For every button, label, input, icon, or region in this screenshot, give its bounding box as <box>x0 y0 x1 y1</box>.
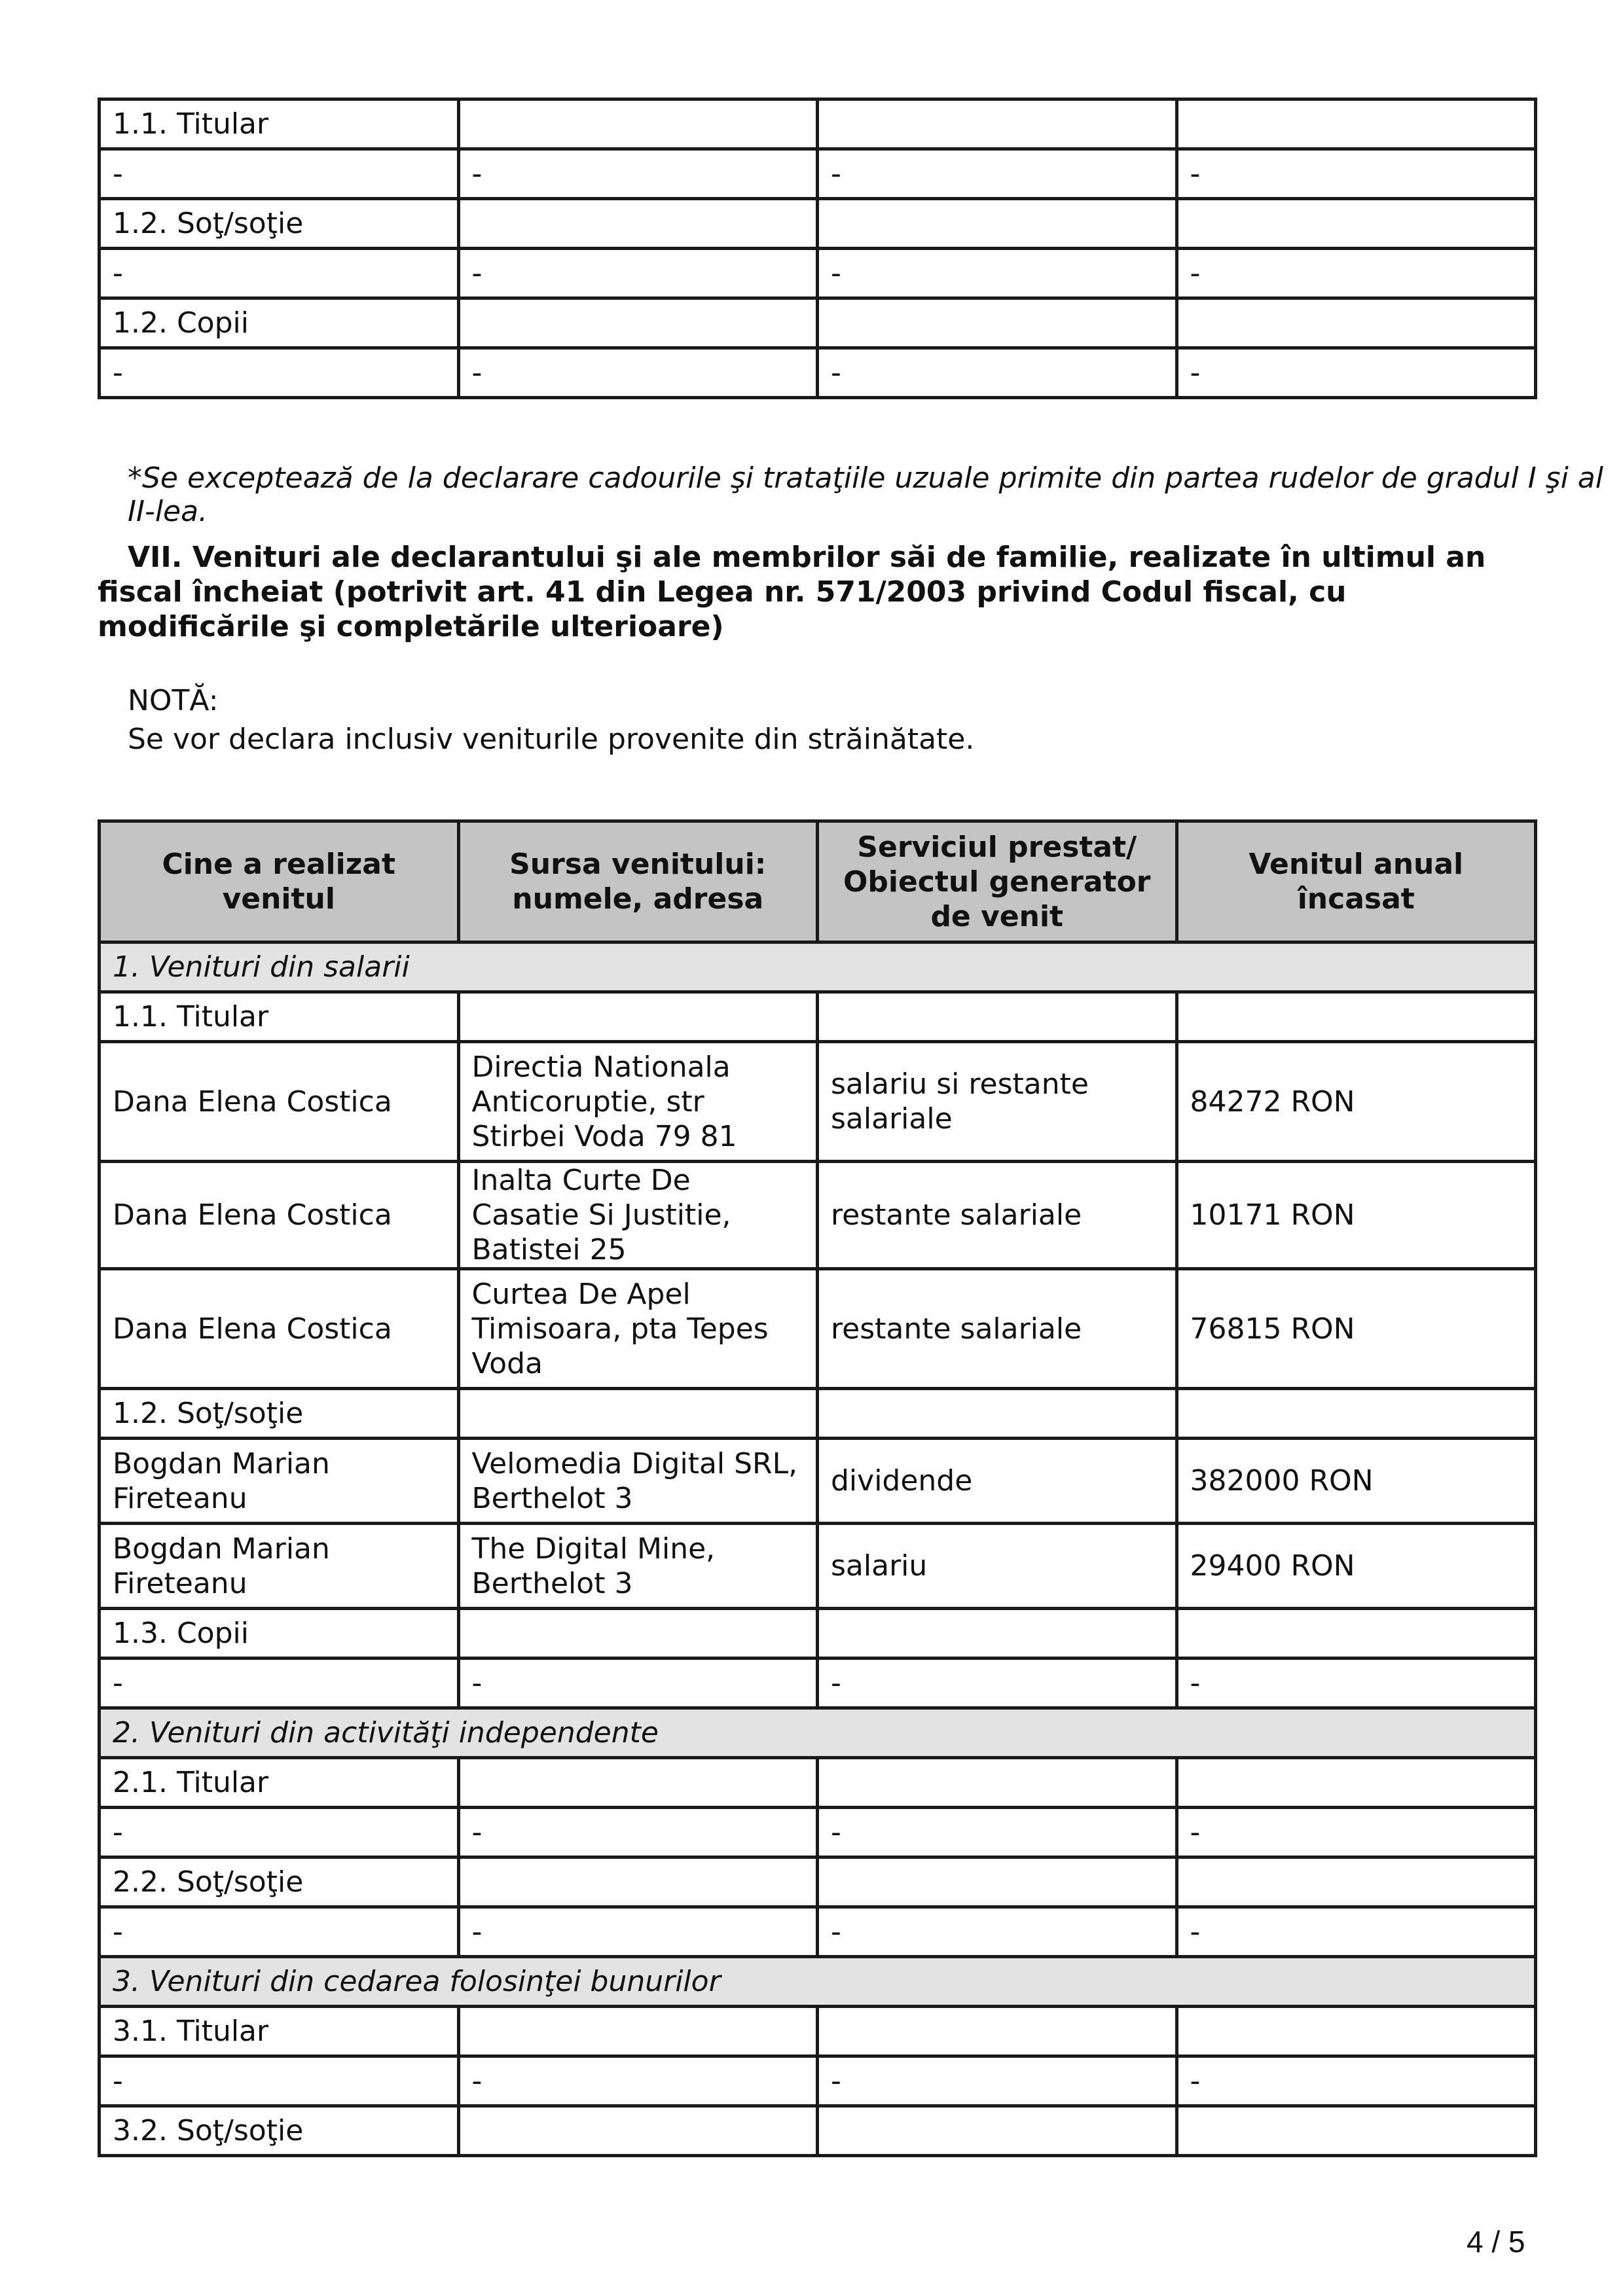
table-cell <box>1176 1857 1536 1907</box>
table-cell: restante salariale <box>818 1162 1177 1269</box>
table-cell <box>818 298 1177 348</box>
page-number: 4 / 5 <box>1467 2225 1525 2259</box>
table-cell: Bogdan Marian Fireteanu <box>100 1439 459 1524</box>
table-cell: - <box>818 2056 1177 2106</box>
table-cell: 10171 RON <box>1176 1162 1536 1269</box>
table-cell: - <box>1176 1659 1536 1708</box>
table-row <box>100 249 1536 298</box>
table-cell <box>818 992 1177 1042</box>
table-row <box>100 2056 1536 2106</box>
table-cell: Curtea De Apel Timisoara, pta Tepes Voda <box>458 1269 818 1389</box>
table-cell: - <box>100 2056 459 2106</box>
gifts-table-body <box>100 99 1536 398</box>
table-cell <box>1176 199 1536 249</box>
table-cell <box>818 199 1177 249</box>
subsection-row <box>100 1609 1536 1659</box>
table-cell: 76815 RON <box>1176 1269 1536 1389</box>
income-table-body <box>100 942 1536 2156</box>
table-cell <box>458 298 818 348</box>
subsection-row <box>100 2007 1536 2056</box>
table-cell: Inalta Curte De Casatie Si Justitie, Batistei 25 <box>458 1162 818 1269</box>
table-cell: - <box>1176 249 1536 298</box>
section-cell: 3. Venituri din cedarea folosinţei bunurilor <box>100 1957 1536 2007</box>
gifts-table <box>98 98 1537 399</box>
table-row <box>100 348 1536 398</box>
table-cell: - <box>458 149 818 199</box>
table-row <box>100 1439 1536 1524</box>
table-cell <box>818 2106 1177 2156</box>
table-cell: salariu si restante salariale <box>818 1042 1177 1162</box>
table-cell: Dana Elena Costica <box>100 1162 459 1269</box>
table-row <box>100 1907 1536 1957</box>
header-cell: Cine a realizat venitul <box>100 821 459 942</box>
table-cell: 84272 RON <box>1176 1042 1536 1162</box>
section-cell: 2. Venituri din activităţi independente <box>100 1708 1536 1758</box>
table-row <box>100 1808 1536 1857</box>
table-cell: - <box>100 1659 459 1708</box>
table-cell <box>458 1857 818 1907</box>
table-cell: - <box>818 1659 1177 1708</box>
table-cell <box>458 992 818 1042</box>
table-cell <box>1176 992 1536 1042</box>
table-cell: 1.2. Soţ/soţie <box>100 1389 459 1439</box>
table-cell: 2.2. Soţ/soţie <box>100 1857 459 1907</box>
table-cell <box>458 2106 818 2156</box>
table-cell <box>1176 1609 1536 1659</box>
table-cell: restante salariale <box>818 1269 1177 1389</box>
table-cell: salariu <box>818 1524 1177 1609</box>
subsection-row <box>100 298 1536 348</box>
table-cell <box>458 1609 818 1659</box>
table-row <box>100 149 1536 199</box>
table-cell: - <box>100 1808 459 1857</box>
table-row <box>100 1042 1536 1162</box>
section-row <box>100 942 1536 992</box>
table-cell: 3.1. Titular <box>100 2007 459 2056</box>
table-cell <box>458 99 818 149</box>
table-cell: 3.2. Soţ/soţie <box>100 2106 459 2156</box>
table-cell: 1.2. Copii <box>100 298 459 348</box>
table-row <box>100 1269 1536 1389</box>
table-cell <box>458 1758 818 1808</box>
table-cell <box>818 1609 1177 1659</box>
table-cell: Velomedia Digital SRL, Berthelot 3 <box>458 1439 818 1524</box>
subsection-row <box>100 1389 1536 1439</box>
table-cell: - <box>818 348 1177 398</box>
table-cell: Bogdan Marian Fireteanu <box>100 1524 459 1609</box>
table-cell: - <box>818 1907 1177 1957</box>
header-cell: Serviciul prestat/ Obiectul generator de venit <box>818 821 1177 942</box>
table-cell <box>818 99 1177 149</box>
table-cell: - <box>100 149 459 199</box>
table-row <box>100 1162 1536 1269</box>
table-cell: - <box>458 2056 818 2106</box>
table-cell <box>1176 298 1536 348</box>
table-cell: 2.1. Titular <box>100 1758 459 1808</box>
table-cell: - <box>1176 2056 1536 2106</box>
table-row <box>100 1524 1536 1609</box>
table-row <box>100 1659 1536 1708</box>
table-cell: - <box>1176 1907 1536 1957</box>
table-cell: 1.1. Titular <box>100 99 459 149</box>
table-cell <box>1176 99 1536 149</box>
subsection-row <box>100 99 1536 149</box>
table-cell <box>458 199 818 249</box>
table-cell <box>1176 2007 1536 2056</box>
section-row <box>100 1957 1536 2007</box>
table-cell <box>1176 2106 1536 2156</box>
table-cell: - <box>458 249 818 298</box>
nota-label: NOTĂ: <box>128 684 219 717</box>
subsection-row <box>100 1857 1536 1907</box>
table-cell <box>458 1389 818 1439</box>
table-cell: 1.3. Copii <box>100 1609 459 1659</box>
subsection-row <box>100 199 1536 249</box>
table-cell <box>1176 1758 1536 1808</box>
footnote: *Se exceptează de la declarare cadourile şi trataţiile uzuale primite din partea rudelor de gradul I şi al II-lea. <box>128 461 1603 528</box>
table-cell: - <box>458 1659 818 1708</box>
table-cell <box>818 1389 1177 1439</box>
subsection-row <box>100 1758 1536 1808</box>
table-cell: 1.2. Soţ/soţie <box>100 199 459 249</box>
table-cell: - <box>458 1907 818 1957</box>
nota-text: Se vor declara inclusiv veniturile provenite din străinătate. <box>128 723 975 756</box>
table-cell: Dana Elena Costica <box>100 1269 459 1389</box>
table-cell: The Digital Mine, Berthelot 3 <box>458 1524 818 1609</box>
table-cell: Dana Elena Costica <box>100 1042 459 1162</box>
table-cell: - <box>1176 1808 1536 1857</box>
header-cell: Sursa venitului: numele, adresa <box>458 821 818 942</box>
table-cell: Directia Nationala Anticoruptie, str Stirbei Voda 79 81 <box>458 1042 818 1162</box>
table-cell: - <box>100 249 459 298</box>
table-cell <box>818 1758 1177 1808</box>
table-cell <box>818 1857 1177 1907</box>
table-cell: - <box>100 1907 459 1957</box>
table-cell: dividende <box>818 1439 1177 1524</box>
section-heading: VII. Venituri ale declarantului şi ale membrilor săi de familie, realizate în ultimul an fiscal încheiat (potrivit art. 41 din Legea nr. 571/2003 privind Codul fiscal, cu modificările şi completările ulterioare) <box>98 541 1486 643</box>
table-cell: - <box>100 348 459 398</box>
table-cell <box>818 2007 1177 2056</box>
header-row <box>100 821 1536 942</box>
header-cell: Venitul anual încasat <box>1176 821 1536 942</box>
income-table-header <box>100 821 1536 942</box>
table-cell: 382000 RON <box>1176 1439 1536 1524</box>
subsection-row <box>100 2106 1536 2156</box>
income-table <box>98 819 1537 2157</box>
section-row <box>100 1708 1536 1758</box>
subsection-row <box>100 992 1536 1042</box>
table-cell: - <box>1176 348 1536 398</box>
table-cell: - <box>818 149 1177 199</box>
table-cell <box>458 2007 818 2056</box>
table-cell: - <box>818 1808 1177 1857</box>
section-cell: 1. Venituri din salarii <box>100 942 1536 992</box>
table-cell: - <box>1176 149 1536 199</box>
table-cell <box>1176 1389 1536 1439</box>
table-cell: - <box>458 1808 818 1857</box>
table-cell: - <box>818 249 1177 298</box>
table-cell: 29400 RON <box>1176 1524 1536 1609</box>
table-cell: 1.1. Titular <box>100 992 459 1042</box>
table-cell: - <box>458 348 818 398</box>
